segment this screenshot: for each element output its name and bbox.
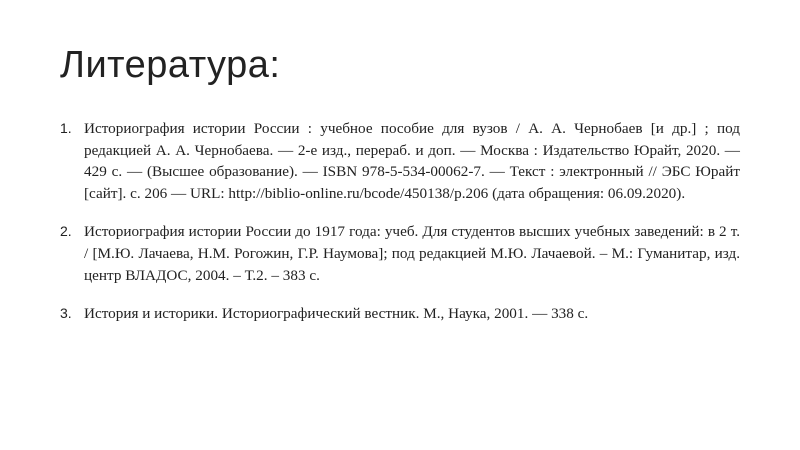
slide-title: Литература: <box>60 44 281 86</box>
reference-item <box>60 303 740 325</box>
reference-text: История и историки. Историографический вестник. М., Наука, 2001. — 338 с. <box>84 305 589 323</box>
reference-number: 2. <box>60 223 72 240</box>
reference-list <box>60 118 740 342</box>
reference-number: 1. <box>60 120 72 136</box>
reference-item <box>60 118 740 204</box>
reference-text: Историография истории России до 1917 года: учеб. Для студентов высших учебных заведений: в 2 т. / [М.Ю. Лачаева, Н.М. Рогожин, Г.Р. Наумова]; под редакцией М.Ю. Лачаевой. – М.: Гуманитар, изд. центр ВЛАДОС, 2004. – Т.2. – 383 с. <box>84 223 740 284</box>
reference-text: Историография истории России : учебное пособие для вузов / А. А. Чернобаев [и др.] ; под редакцией А. А. Чернобаева. — 2-е изд., перераб. и доп. — Москва : Издательство Юрайт, 2020. — 429 с. — (Высшее образование). — ISBN 978-5-534-00062-7. — Текст : электронный // ЭБС Юрайт [сайт]. с. 206 — URL: http://biblio-online.ru/bcode/450138/p.206 (дата обращения: 06.09.2020). <box>84 120 740 202</box>
reference-item <box>60 221 740 286</box>
reference-number: 3. <box>60 305 72 322</box>
